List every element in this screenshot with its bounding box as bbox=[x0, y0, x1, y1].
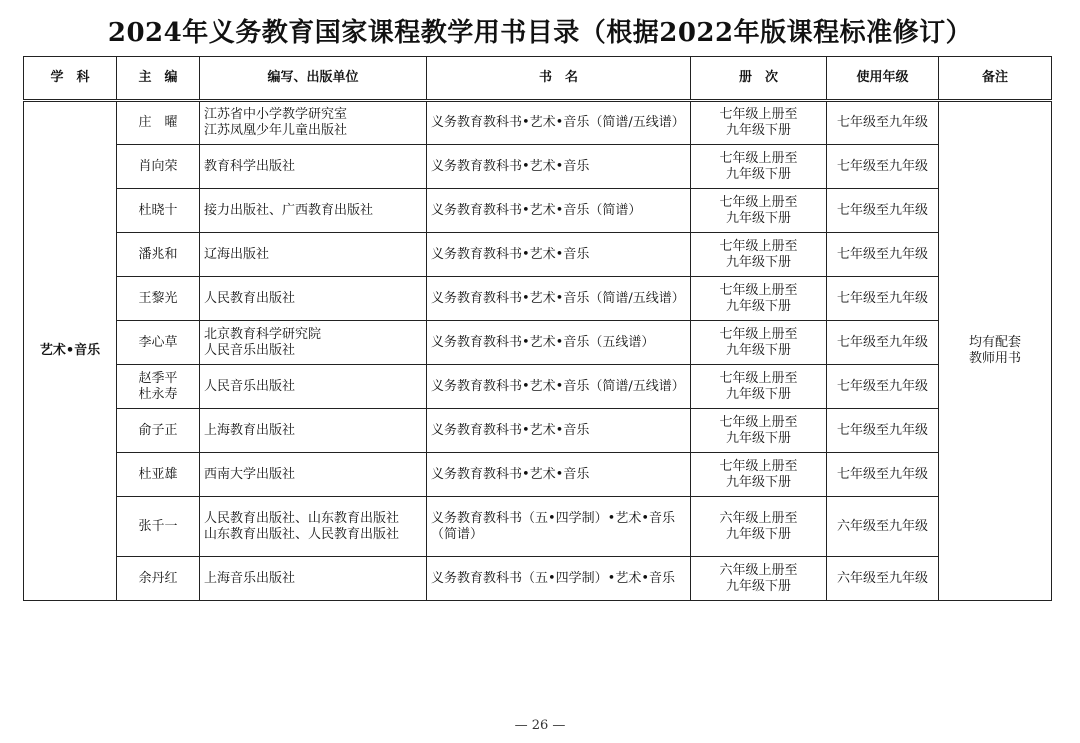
volume-cell: 七年级上册至 九年级下册 bbox=[691, 189, 827, 233]
editor-cell: 余丹红 bbox=[117, 557, 200, 601]
subject-cell: 艺术•音乐 bbox=[24, 101, 117, 601]
publisher-cell: 人民音乐出版社 bbox=[200, 365, 427, 409]
table-row bbox=[24, 497, 1052, 557]
header-book: 书 名 bbox=[427, 57, 691, 101]
page-number: — 26 — bbox=[514, 718, 566, 733]
book-title-cell: 义务教育教科书•艺术•音乐（五线谱） bbox=[427, 321, 691, 365]
grade-cell: 七年级至九年级 bbox=[827, 365, 939, 409]
volume-cell: 七年级上册至 九年级下册 bbox=[691, 145, 827, 189]
book-title-cell: 义务教育教科书（五•四学制）•艺术•音乐 bbox=[427, 557, 691, 601]
table-row bbox=[24, 365, 1052, 409]
header-subject: 学 科 bbox=[24, 57, 117, 101]
publisher-cell: 江苏省中小学教学研究室 江苏凤凰少年儿童出版社 bbox=[200, 101, 427, 145]
publisher-cell: 上海教育出版社 bbox=[200, 409, 427, 453]
publisher-cell: 接力出版社、广西教育出版社 bbox=[200, 189, 427, 233]
page-title: 2024年义务教育国家课程教学用书目录（根据2022年版课程标准修订） bbox=[107, 18, 973, 48]
book-title-cell: 义务教育教科书（五•四学制）•艺术•音乐（简谱） bbox=[427, 497, 691, 557]
editor-cell: 张千一 bbox=[117, 497, 200, 557]
header-note: 备注 bbox=[939, 57, 1052, 101]
book-title-cell: 义务教育教科书•艺术•音乐（简谱/五线谱） bbox=[427, 101, 691, 145]
header-editor: 主 编 bbox=[117, 57, 200, 101]
book-title-cell: 义务教育教科书•艺术•音乐 bbox=[427, 409, 691, 453]
book-title-cell: 义务教育教科书•艺术•音乐 bbox=[427, 233, 691, 277]
grade-cell: 七年级至九年级 bbox=[827, 453, 939, 497]
header-grade: 使用年级 bbox=[827, 57, 939, 101]
editor-cell: 赵季平 杜永寿 bbox=[117, 365, 200, 409]
table-row bbox=[24, 453, 1052, 497]
editor-cell: 庄 曜 bbox=[117, 101, 200, 145]
grade-cell: 七年级至九年级 bbox=[827, 101, 939, 145]
editor-cell: 杜晓十 bbox=[117, 189, 200, 233]
volume-cell: 七年级上册至 九年级下册 bbox=[691, 409, 827, 453]
publisher-cell: 上海音乐出版社 bbox=[200, 557, 427, 601]
volume-cell: 六年级上册至 九年级下册 bbox=[691, 557, 827, 601]
volume-cell: 七年级上册至 九年级下册 bbox=[691, 365, 827, 409]
table-row bbox=[24, 101, 1052, 145]
editor-cell: 李心草 bbox=[117, 321, 200, 365]
book-title-cell: 义务教育教科书•艺术•音乐 bbox=[427, 145, 691, 189]
grade-cell: 七年级至九年级 bbox=[827, 145, 939, 189]
textbook-catalog-table bbox=[23, 56, 1052, 601]
book-title-cell: 义务教育教科书•艺术•音乐 bbox=[427, 453, 691, 497]
grade-cell: 七年级至九年级 bbox=[827, 409, 939, 453]
editor-cell: 杜亚雄 bbox=[117, 453, 200, 497]
editor-cell: 俞子正 bbox=[117, 409, 200, 453]
editor-cell: 潘兆和 bbox=[117, 233, 200, 277]
volume-cell: 七年级上册至 九年级下册 bbox=[691, 101, 827, 145]
grade-cell: 七年级至九年级 bbox=[827, 233, 939, 277]
volume-cell: 七年级上册至 九年级下册 bbox=[691, 277, 827, 321]
publisher-cell: 北京教育科学研究院 人民音乐出版社 bbox=[200, 321, 427, 365]
volume-cell: 七年级上册至 九年级下册 bbox=[691, 233, 827, 277]
note-cell: 均有配套 教师用书 bbox=[939, 101, 1052, 601]
volume-cell: 七年级上册至 九年级下册 bbox=[691, 453, 827, 497]
volume-cell: 六年级上册至 九年级下册 bbox=[691, 497, 827, 557]
table-row bbox=[24, 189, 1052, 233]
table-row bbox=[24, 409, 1052, 453]
table-row bbox=[24, 557, 1052, 601]
editor-cell: 肖向荣 bbox=[117, 145, 200, 189]
table-row bbox=[24, 321, 1052, 365]
header-publisher: 编写、出版单位 bbox=[200, 57, 427, 101]
grade-cell: 六年级至九年级 bbox=[827, 497, 939, 557]
table-row bbox=[24, 277, 1052, 321]
grade-cell: 七年级至九年级 bbox=[827, 277, 939, 321]
grade-cell: 七年级至九年级 bbox=[827, 189, 939, 233]
editor-cell: 王黎光 bbox=[117, 277, 200, 321]
book-title-cell: 义务教育教科书•艺术•音乐（简谱/五线谱） bbox=[427, 365, 691, 409]
table-row bbox=[24, 145, 1052, 189]
book-title-cell: 义务教育教科书•艺术•音乐（简谱） bbox=[427, 189, 691, 233]
book-title-cell: 义务教育教科书•艺术•音乐（简谱/五线谱） bbox=[427, 277, 691, 321]
publisher-cell: 西南大学出版社 bbox=[200, 453, 427, 497]
publisher-cell: 人民教育出版社 bbox=[200, 277, 427, 321]
table-row bbox=[24, 233, 1052, 277]
header-row bbox=[24, 57, 1052, 101]
publisher-cell: 辽海出版社 bbox=[200, 233, 427, 277]
volume-cell: 七年级上册至 九年级下册 bbox=[691, 321, 827, 365]
header-volume: 册 次 bbox=[691, 57, 827, 101]
publisher-cell: 教育科学出版社 bbox=[200, 145, 427, 189]
grade-cell: 七年级至九年级 bbox=[827, 321, 939, 365]
publisher-cell: 人民教育出版社、山东教育出版社 山东教育出版社、人民教育出版社 bbox=[200, 497, 427, 557]
grade-cell: 六年级至九年级 bbox=[827, 557, 939, 601]
